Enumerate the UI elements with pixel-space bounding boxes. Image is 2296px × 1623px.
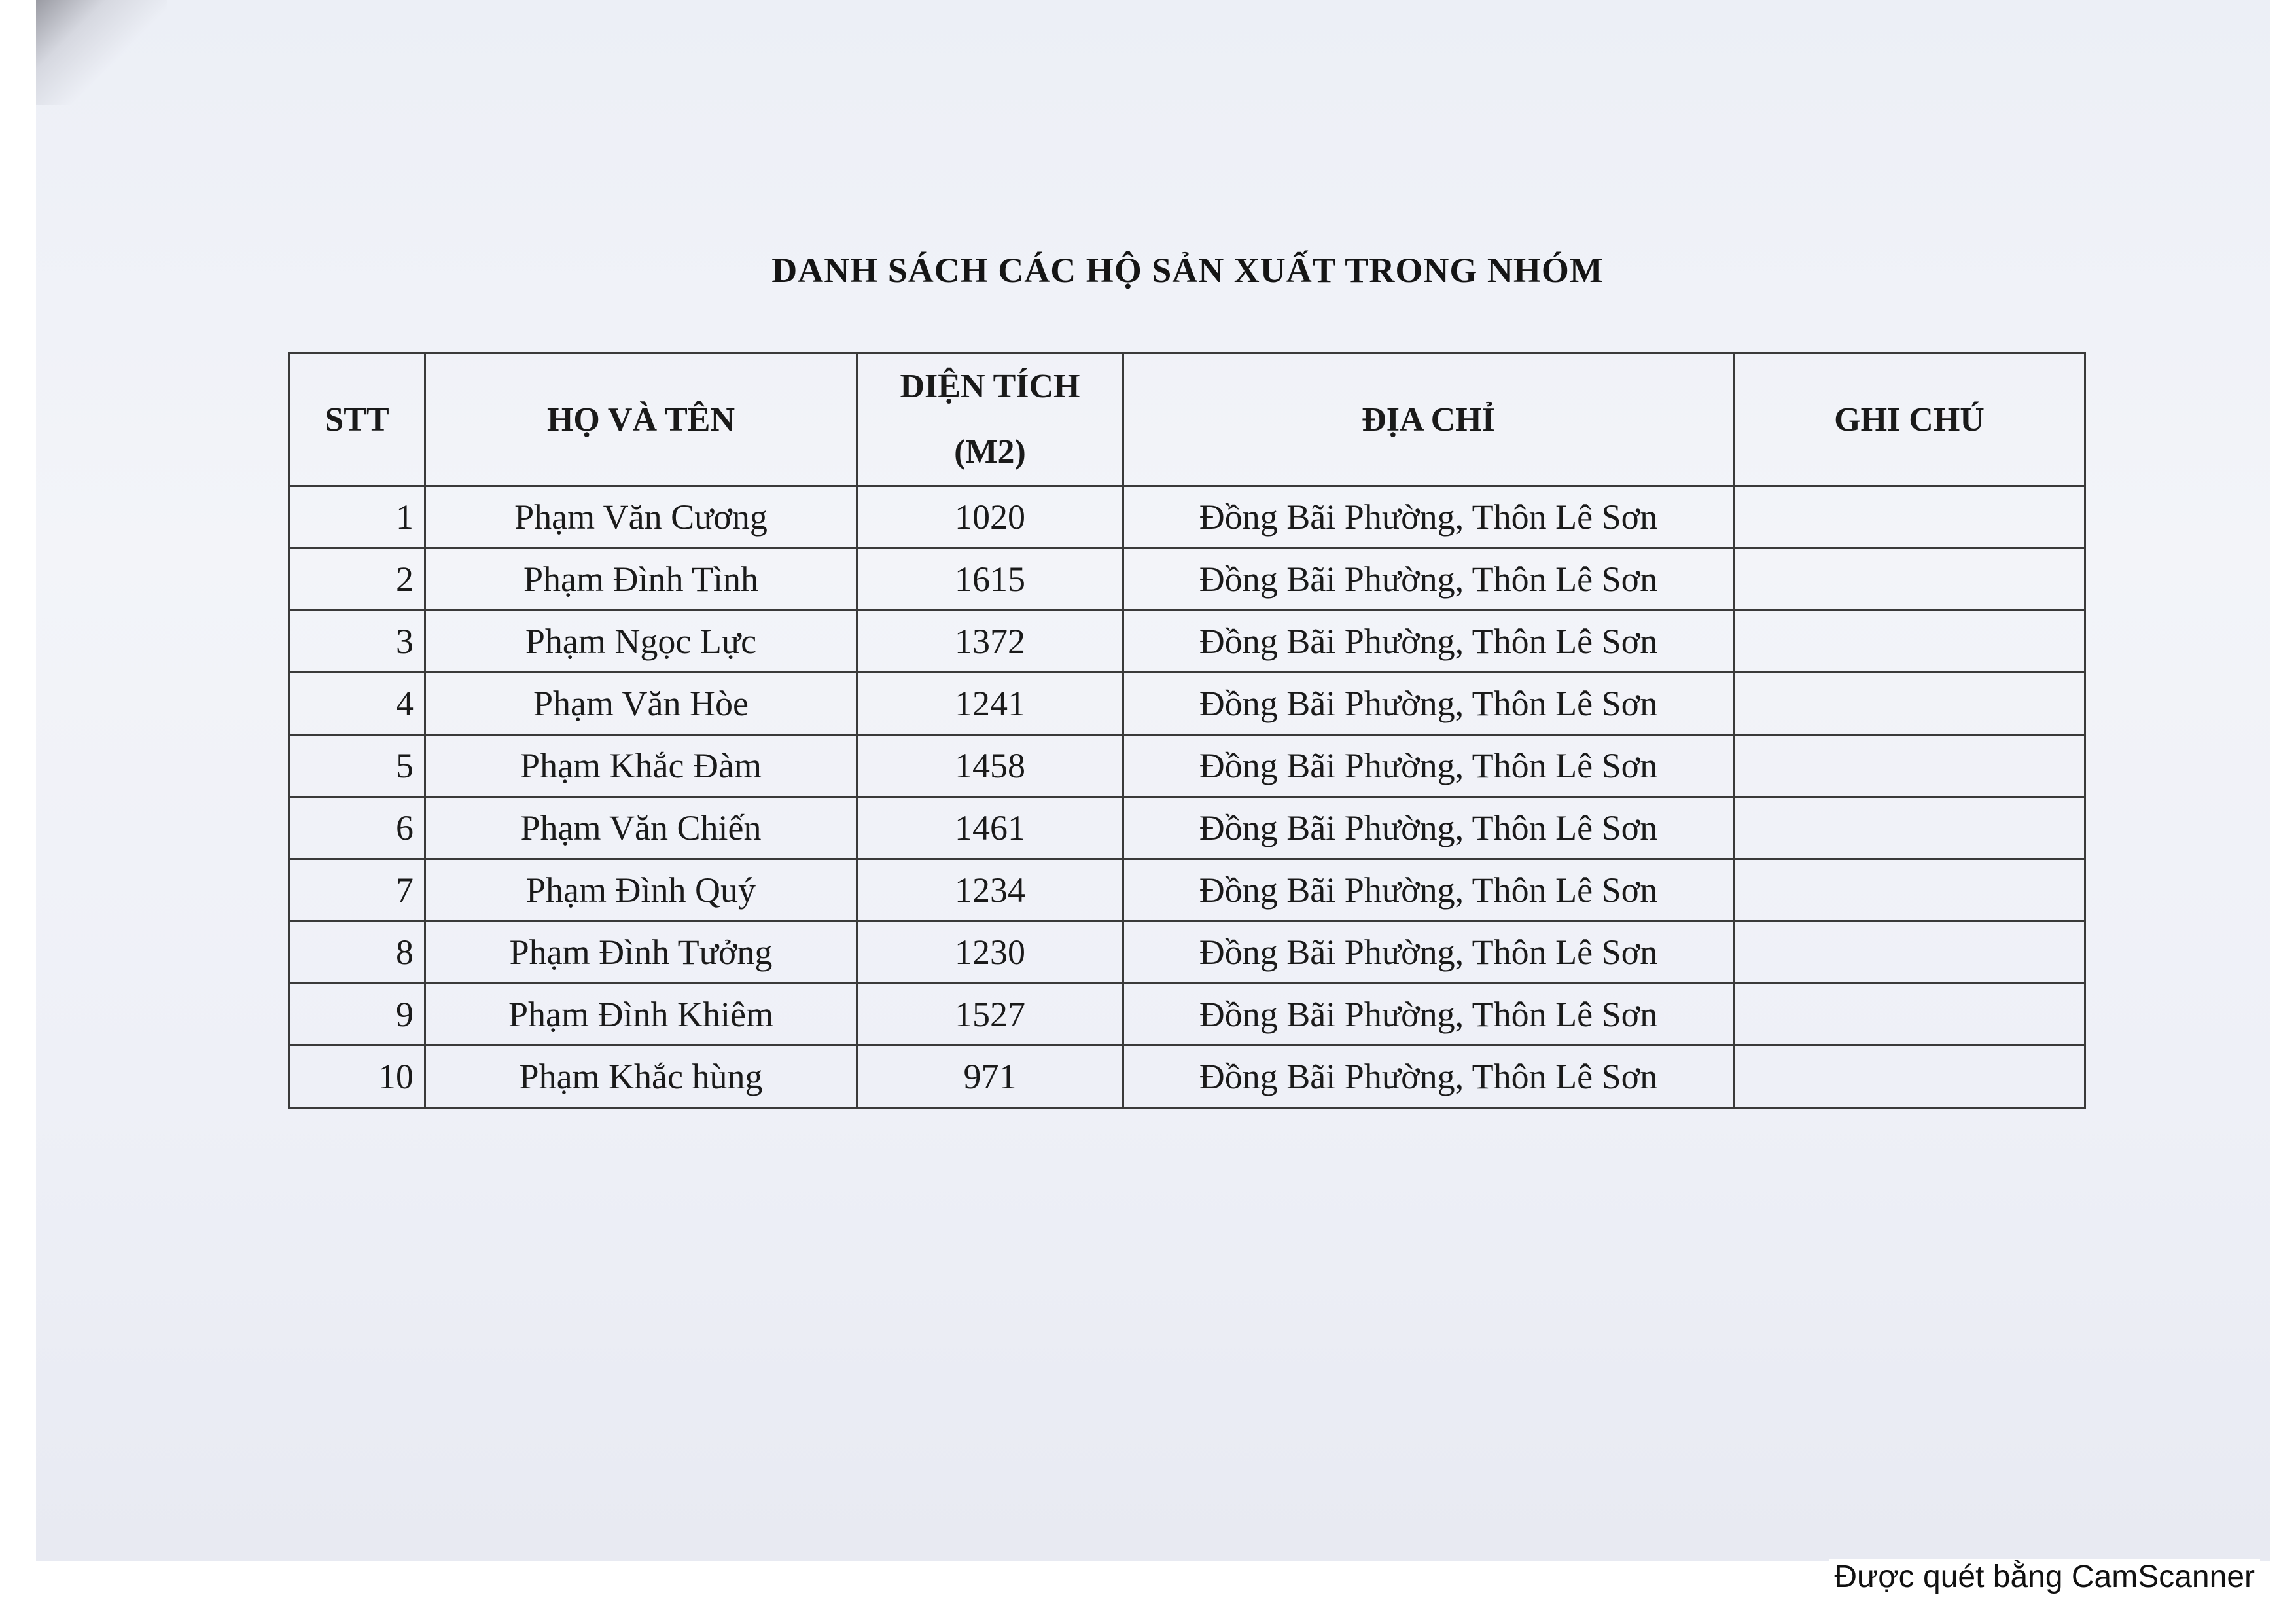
cell-name: Phạm Văn Cương <box>425 486 857 548</box>
header-area-line1: DIỆN TÍCH <box>900 368 1080 405</box>
header-name: HỌ VÀ TÊN <box>425 353 857 486</box>
cell-area: 1458 <box>857 735 1123 797</box>
cell-address: Đồng Bãi Phường, Thôn Lê Sơn <box>1123 984 1734 1046</box>
cell-area: 1372 <box>857 611 1123 673</box>
cell-area: 1461 <box>857 797 1123 859</box>
table-row <box>289 611 2085 673</box>
cell-address: Đồng Bãi Phường, Thôn Lê Sơn <box>1123 486 1734 548</box>
header-area <box>857 353 1123 486</box>
households-table <box>288 352 2086 1109</box>
cell-note <box>1734 1046 2085 1108</box>
cell-note <box>1734 921 2085 984</box>
table-row <box>289 673 2085 735</box>
cell-area: 1241 <box>857 673 1123 735</box>
cell-stt: 1 <box>289 486 425 548</box>
header-note: GHI CHÚ <box>1734 353 2085 486</box>
cell-area: 1527 <box>857 984 1123 1046</box>
table-header-row <box>289 353 2085 486</box>
cell-name: Phạm Đình Khiêm <box>425 984 857 1046</box>
cell-address: Đồng Bãi Phường, Thôn Lê Sơn <box>1123 921 1734 984</box>
cell-address: Đồng Bãi Phường, Thôn Lê Sơn <box>1123 735 1734 797</box>
cell-stt: 10 <box>289 1046 425 1108</box>
cell-stt: 9 <box>289 984 425 1046</box>
cell-note <box>1734 735 2085 797</box>
cell-address: Đồng Bãi Phường, Thôn Lê Sơn <box>1123 1046 1734 1108</box>
scanner-watermark: Được quét bằng CamScanner <box>1829 1559 2260 1595</box>
cell-stt: 2 <box>289 548 425 611</box>
cell-name: Phạm Văn Hòe <box>425 673 857 735</box>
cell-area: 1020 <box>857 486 1123 548</box>
cell-name: Phạm Khắc Đàm <box>425 735 857 797</box>
cell-address: Đồng Bãi Phường, Thôn Lê Sơn <box>1123 611 1734 673</box>
cell-area: 1230 <box>857 921 1123 984</box>
cell-note <box>1734 797 2085 859</box>
cell-name: Phạm Khắc hùng <box>425 1046 857 1108</box>
cell-area: 971 <box>857 1046 1123 1108</box>
cell-name: Phạm Đình Tình <box>425 548 857 611</box>
cell-note <box>1734 859 2085 921</box>
cell-stt: 5 <box>289 735 425 797</box>
cell-address: Đồng Bãi Phường, Thôn Lê Sơn <box>1123 673 1734 735</box>
cell-name: Phạm Đình Quý <box>425 859 857 921</box>
cell-area: 1234 <box>857 859 1123 921</box>
cell-address: Đồng Bãi Phường, Thôn Lê Sơn <box>1123 548 1734 611</box>
cell-note <box>1734 673 2085 735</box>
table-row <box>289 735 2085 797</box>
table-row <box>289 984 2085 1046</box>
table-row <box>289 797 2085 859</box>
cell-address: Đồng Bãi Phường, Thôn Lê Sơn <box>1123 859 1734 921</box>
cell-area: 1615 <box>857 548 1123 611</box>
cell-stt: 8 <box>289 921 425 984</box>
cell-name: Phạm Ngọc Lực <box>425 611 857 673</box>
header-stt: STT <box>289 353 425 486</box>
table-row <box>289 548 2085 611</box>
header-address: ĐỊA CHỈ <box>1123 353 1734 486</box>
table-row <box>289 1046 2085 1108</box>
cell-note <box>1734 486 2085 548</box>
cell-stt: 7 <box>289 859 425 921</box>
table-row <box>289 859 2085 921</box>
cell-note <box>1734 984 2085 1046</box>
document-title: DANH SÁCH CÁC HỘ SẢN XUẤT TRONG NHÓM <box>771 251 1604 290</box>
cell-stt: 4 <box>289 673 425 735</box>
cell-address: Đồng Bãi Phường, Thôn Lê Sơn <box>1123 797 1734 859</box>
cell-stt: 6 <box>289 797 425 859</box>
cell-note <box>1734 548 2085 611</box>
header-area-line2: (M2) <box>954 433 1026 471</box>
cell-stt: 3 <box>289 611 425 673</box>
cell-note <box>1734 611 2085 673</box>
table-row <box>289 921 2085 984</box>
paper-fold-corner <box>36 0 167 105</box>
table-row <box>289 486 2085 548</box>
cell-name: Phạm Đình Tưởng <box>425 921 857 984</box>
cell-name: Phạm Văn Chiến <box>425 797 857 859</box>
